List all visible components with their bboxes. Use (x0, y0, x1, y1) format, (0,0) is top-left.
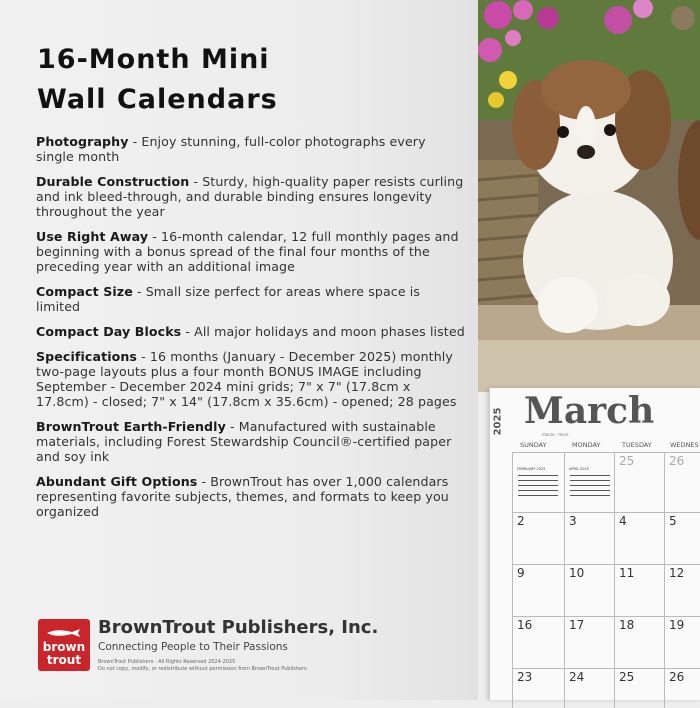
calendar-cell (614, 452, 664, 512)
calendar-month-translations: marzo · mars (542, 432, 569, 437)
feature-specifications (36, 349, 466, 409)
title-line-1: 16-Month Mini (37, 44, 270, 75)
feature-list (36, 134, 466, 529)
feature-heading: Compact Day Blocks (36, 324, 182, 339)
date-number: 11 (619, 566, 635, 580)
calendar-cell (564, 668, 614, 708)
calendar-cell (614, 616, 664, 668)
browntrout-logo (38, 619, 90, 671)
date-number: 12 (669, 566, 685, 580)
feature-use-right-away (36, 229, 466, 274)
feature-compact-size (36, 284, 466, 314)
feature-heading: Compact Size (36, 284, 133, 299)
feature-earth-friendly (36, 419, 466, 464)
logo-word-brown: brown (42, 640, 86, 654)
shih-tzu-puppy-image (478, 0, 700, 392)
feature-gift-options (36, 474, 466, 519)
calendar-cell (512, 452, 564, 512)
feature-text: - All major holidays and moon phases listed (181, 324, 465, 339)
date-number: 25 (619, 670, 635, 684)
date-number: 10 (569, 566, 585, 580)
date-number: 24 (569, 670, 585, 684)
feature-text: - 16 months (January - December 2025) monthly two-page layouts plus a four month BONUS IMAGE including September - December 2024 mini grids; 7" x 7" (17.8cm x 17.8cm) - closed; 7" x 14" (17.8cm x 35.6cm) - opened; 28 pages (36, 349, 457, 409)
date-number: 4 (619, 514, 627, 528)
day-header-tuesday: TUESDAY (622, 441, 652, 449)
feature-durable-construction (36, 174, 466, 219)
feature-photography (36, 134, 466, 164)
mini-calendar-grid (570, 473, 612, 499)
calendar-cell (614, 512, 664, 564)
calendar-grid (512, 452, 700, 702)
calendar-cell (664, 564, 700, 616)
date-number: 9 (517, 566, 525, 580)
calendar-month: March (524, 390, 655, 432)
date-number: 26 (669, 670, 685, 684)
mini-calendar-february: FEBRUARY 2025 (517, 467, 546, 471)
feature-heading: Photography (36, 134, 129, 149)
date-number: 3 (569, 514, 577, 528)
calendar-cell (564, 512, 614, 564)
date-number: 26 (669, 454, 685, 468)
calendar-year: 2025 (492, 407, 504, 436)
feature-text: - Enjoy stunning, full-color photographs every single month (36, 134, 426, 164)
calendar-cell (564, 616, 614, 668)
calendar-cell (512, 564, 564, 616)
title-line-2: Wall Calendars (37, 84, 278, 115)
brand-block (36, 615, 476, 695)
brand-tagline: Connecting People to Their Passions (98, 641, 288, 653)
calendar-cell (664, 512, 700, 564)
day-header-sunday: SUNDAY (520, 441, 547, 449)
feature-heading: Use Right Away (36, 229, 149, 244)
logo-word-trout: trout (46, 653, 82, 667)
calendar-cell (564, 564, 614, 616)
day-header-wednesday: WEDNES (670, 441, 699, 449)
calendar-cell (512, 668, 564, 708)
date-number: 2 (517, 514, 525, 528)
trout-fish-icon (46, 629, 82, 637)
mini-calendar-grid (518, 473, 560, 499)
page-title (37, 40, 278, 120)
date-number: 16 (517, 618, 533, 632)
day-header-monday: MONDAY (572, 441, 601, 449)
calendar-cell (664, 452, 700, 512)
calendar-cell (664, 668, 700, 708)
feature-text: - Sturdy, high-quality paper resists curling and ink bleed-through, and durable binding ensures longevity throughout the year (36, 174, 464, 219)
date-number: 25 (619, 454, 635, 468)
feature-text: - Small size perfect for areas where space is limited (36, 284, 421, 314)
mini-calendar-april: APRIL 2025 (569, 467, 589, 471)
calendar-cell (614, 668, 664, 708)
brand-name: BrownTrout Publishers, Inc. (98, 617, 379, 638)
calendar-cell (512, 616, 564, 668)
calendar-page (489, 388, 700, 700)
puppy-photo (478, 0, 700, 392)
feature-heading: Abundant Gift Options (36, 474, 198, 489)
copyright-line: BrownTrout Publishers · All Rights Reserved 2024-2025 (98, 659, 236, 665)
feature-text: - Manufactured with sustainable materials, including Forest Stewardship Council®-certified paper and soy ink (36, 419, 452, 464)
date-number: 17 (569, 618, 585, 632)
feature-text: - 16-month calendar, 12 full monthly pages and beginning with a bonus spread of the final four months of the preceding year with an additional image (36, 229, 459, 274)
calendar-cell (664, 616, 700, 668)
date-number: 5 (669, 514, 677, 528)
feature-heading: BrownTrout Earth-Friendly (36, 419, 226, 434)
feature-heading: Specifications (36, 349, 138, 364)
calendar-cell (614, 564, 664, 616)
feature-heading: Durable Construction (36, 174, 190, 189)
feature-compact-day-blocks (36, 324, 466, 339)
date-number: 18 (619, 618, 635, 632)
date-number: 19 (669, 618, 685, 632)
calendar-cell (564, 452, 614, 512)
feature-text: - BrownTrout has over 1,000 calendars representing favorite subjects, themes, and formats to keep you organized (36, 474, 449, 519)
date-number: 23 (517, 670, 533, 684)
calendar-cell (512, 512, 564, 564)
copyright-notice: Do not copy, modify, or redistribute without permission from BrownTrout Publishers (98, 666, 307, 672)
